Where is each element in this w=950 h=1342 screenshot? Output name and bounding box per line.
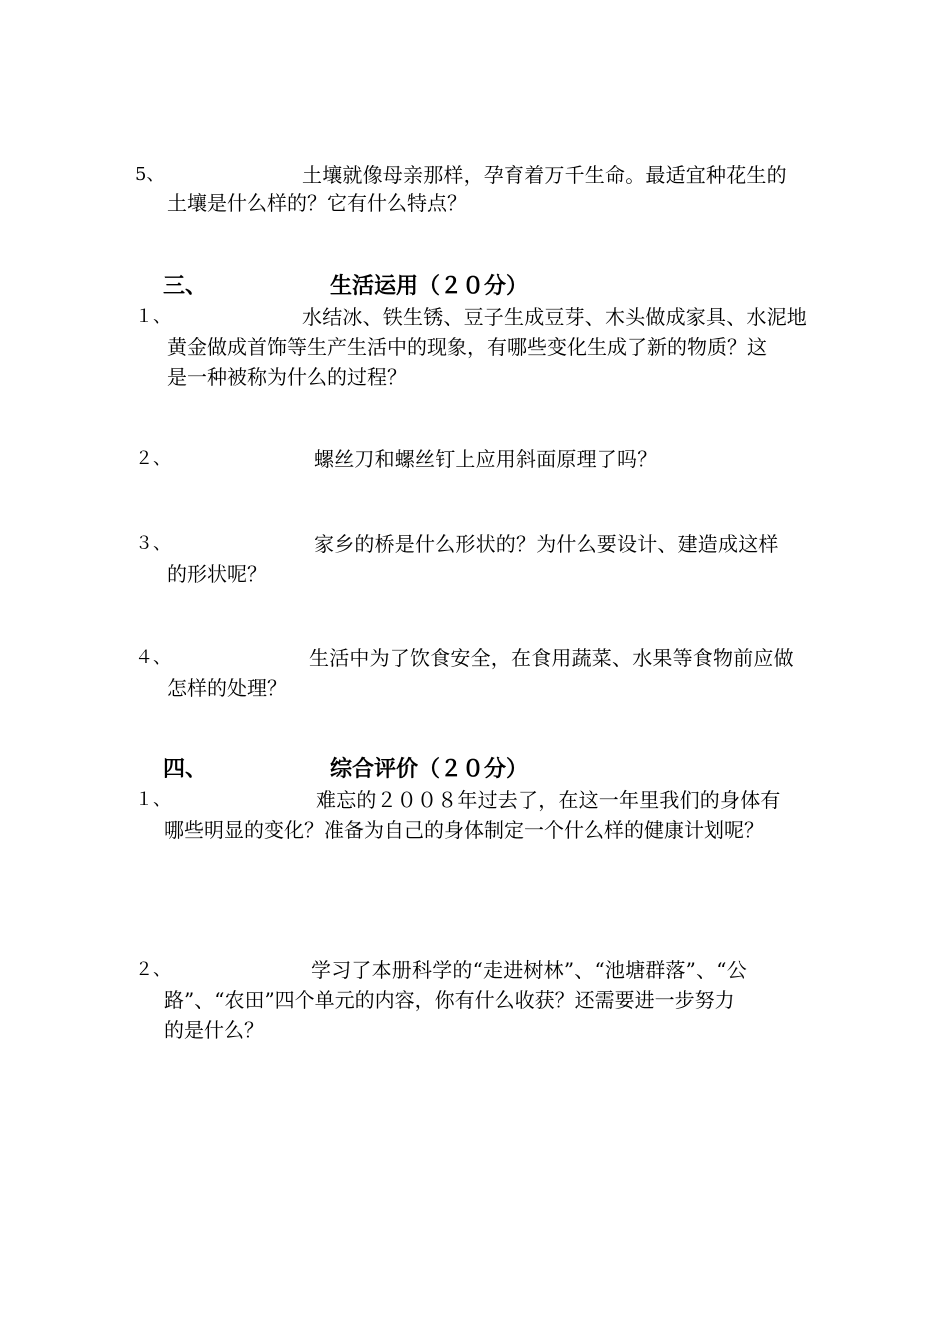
question-number: １、 [135,789,171,810]
section-number: 四、 [163,757,208,782]
section-title: 生活运用（２０分） [330,274,529,299]
section-heading-4 [0,753,950,787]
question-text-line: 螺丝刀和螺丝钉上应用斜面原理了吗？ [314,447,658,471]
question-text-line: 怎样的处理？ [167,676,287,700]
question-text-line: 家乡的桥是什么形状的？为什么要设计、建造成这样 [314,532,779,556]
question-text-line: 生活中为了饮食安全，在食用蔬菜、水果等食物前应做 [309,646,794,670]
section-heading-3 [0,270,950,304]
section-number: 三、 [163,274,208,299]
question-text-line: 路”、“农田”四个单元的内容，你有什么收获？还需要进一步努力 [164,988,735,1012]
question-text-line: 黄金做成首饰等生产生活中的现象，有哪些变化生成了新的物质？这 [167,335,767,359]
question-text-line: 难忘的２００８年过去了，在这一年里我们的身体有 [316,788,781,812]
question-number: ４、 [135,647,171,668]
question-text-line: 土壤就像母亲那样，孕育着万千生命。最适宜种花生的 [302,163,787,187]
question-text-line: 水结冰、铁生锈、豆子生成豆芽、木头做成家具、水泥地 [302,305,807,329]
question-number: ２、 [135,448,171,469]
question-text-line: 哪些明显的变化？准备为自己的身体制定一个什么样的健康计划呢？ [164,818,764,842]
question-number: ３、 [135,533,171,554]
section-title: 综合评价（２０分） [330,757,529,782]
question-text-line: 土壤是什么样的？它有什么特点？ [167,191,467,215]
question-text-line: 是一种被称为什么的过程？ [167,365,407,389]
question-text-line: 学习了本册科学的“走进树林”、“池塘群落”、“公 [311,958,747,982]
question-number: 5、 [135,164,165,185]
question-number: ２、 [135,959,171,980]
question-number: １、 [135,306,171,327]
question-text-line: 的是什么？ [164,1018,264,1042]
question-text-line: 的形状呢？ [167,562,267,586]
